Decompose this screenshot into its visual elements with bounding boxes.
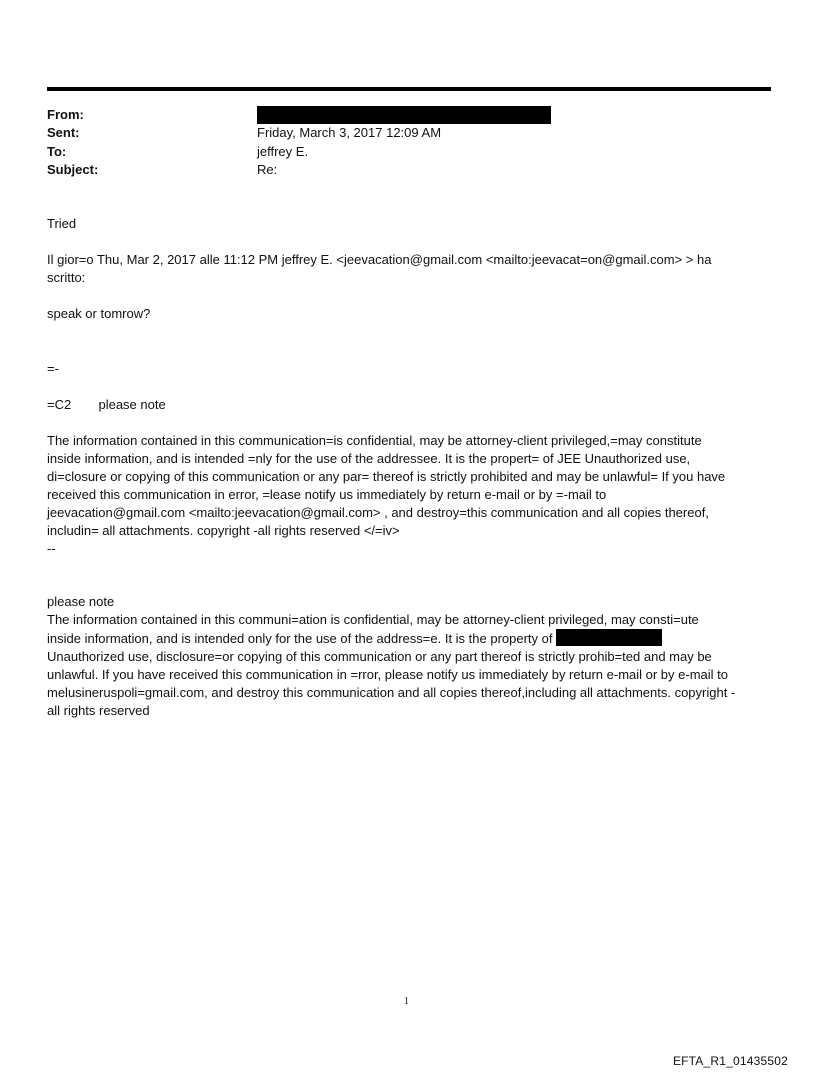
sent-label: Sent: xyxy=(47,125,80,140)
from-label: From: xyxy=(47,107,84,122)
bates-number: EFTA_R1_01435502 xyxy=(672,1054,788,1068)
reply-text: Tried xyxy=(47,216,77,231)
to-label: To: xyxy=(47,144,67,159)
quote-intro: Il gior=o Thu, Mar 2, 2017 alle 11:12 PM jeffrey E. <jeevacation@gmail.com <mailto:jeevacat=on@gmail.com> > ha scritto: xyxy=(47,252,712,285)
note-title: please note xyxy=(47,594,115,609)
to-value: jeffrey E. xyxy=(257,144,309,159)
separator-text: =- xyxy=(47,361,59,376)
disclaimer-1: The information contained in this communication=is confidential, may be attorney-client privileged,=may constitute inside information, and is intended =nly for the use of the addressee. It is the propert= of JEE Unauthorized use, di=closure or copying of this communication or any par= thereof is strictly prohibited and may be unlawful= If you have received this communication in error, =lease notify us immediately by return e-mail or by =-mail to jeevacation@gmail.com <mailto:jeevacation@gmail.com> , and destroy=this communication and all copies thereof, includin= all attachments. copyright -all rights reserved </=iv> -- xyxy=(47,433,726,556)
c2-note: please note xyxy=(98,397,166,412)
header-rule xyxy=(47,87,771,91)
from-value xyxy=(257,106,551,124)
subject-value: Re: xyxy=(257,162,278,177)
c2-code: =C2 xyxy=(47,397,72,412)
subject-label: Subject: xyxy=(47,162,99,177)
page-number: 1 xyxy=(404,996,409,1007)
quoted-question: speak or tomrow? xyxy=(47,306,151,321)
redaction-box xyxy=(257,106,551,124)
sent-value: Friday, March 3, 2017 12:09 AM xyxy=(257,125,442,140)
disclaimer-2: please note The information contained in this communi=ation is confidential, may be attorney-client privileged, may consti=ute inside information, and is intended only for the use of the address=e. It is the property of Unauthorized use, disclosure=or copying of this communication or any part thereof is strictly prohib=ted and may be unlawful. If you have received this communication in =rror, please notify us immediately by return e-mail or by e-mail to melusineruspoli=gmail.com, and destroy this communication and all copies thereof,including all attachments. copyright - all rights reserved xyxy=(47,593,777,720)
redaction-box xyxy=(556,629,662,646)
c2-line xyxy=(47,396,777,414)
